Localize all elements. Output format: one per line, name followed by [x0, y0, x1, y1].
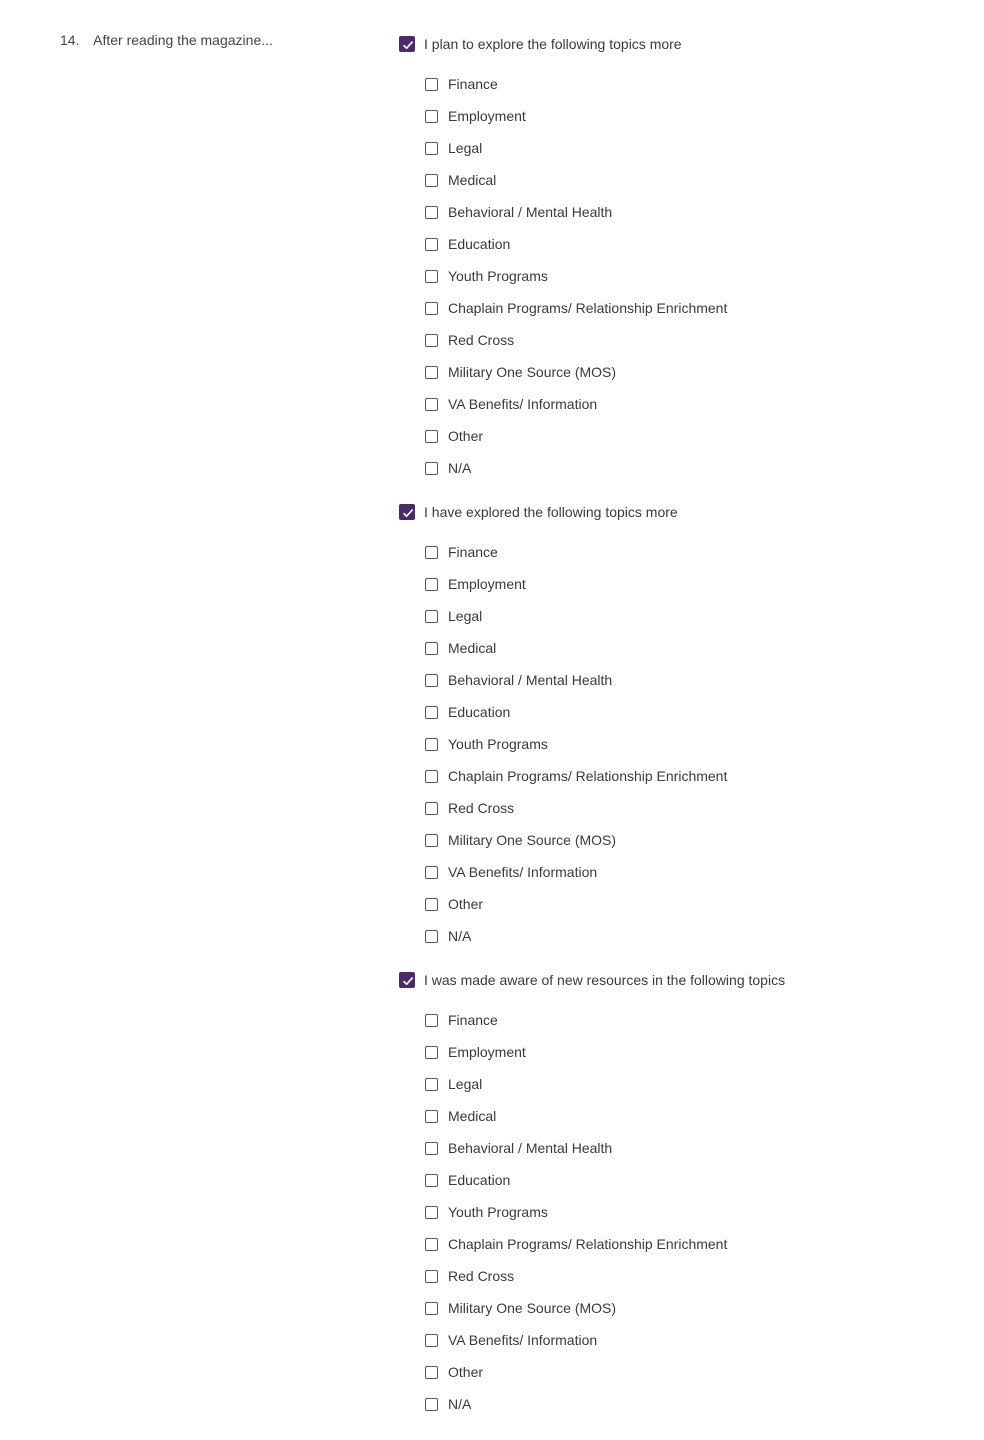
option-label: Legal: [448, 608, 483, 624]
option-row[interactable]: [399, 888, 959, 920]
option-checkbox[interactable]: [425, 1078, 438, 1091]
option-checkbox[interactable]: [425, 642, 438, 655]
group-checkbox-row[interactable]: [399, 504, 959, 520]
option-label: Other: [448, 428, 484, 444]
option-checkbox[interactable]: [425, 1110, 438, 1123]
option-checkbox[interactable]: [425, 1014, 438, 1027]
option-label: Finance: [448, 544, 498, 560]
option-label: Military One Source (MOS): [448, 364, 617, 380]
option-label: Youth Programs: [448, 268, 548, 284]
option-row[interactable]: [399, 536, 959, 568]
option-checkbox[interactable]: [425, 738, 438, 751]
option-label: Military One Source (MOS): [448, 832, 617, 848]
option-checkbox[interactable]: [425, 802, 438, 815]
option-checkbox[interactable]: [425, 1142, 438, 1155]
option-row[interactable]: [399, 196, 959, 228]
option-label: Behavioral / Mental Health: [448, 672, 613, 688]
option-row[interactable]: [399, 68, 959, 100]
option-label: Red Cross: [448, 332, 515, 348]
option-checkbox[interactable]: [425, 302, 438, 315]
option-checkbox[interactable]: [425, 866, 438, 879]
option-label: Red Cross: [448, 1268, 515, 1284]
option-row[interactable]: [399, 1100, 959, 1132]
option-row[interactable]: [399, 324, 959, 356]
option-label: Medical: [448, 172, 497, 188]
option-checkbox[interactable]: [425, 1366, 438, 1379]
option-row[interactable]: [399, 600, 959, 632]
option-row[interactable]: [399, 760, 959, 792]
option-label: VA Benefits/ Information: [448, 1332, 598, 1348]
option-label: N/A: [448, 1396, 472, 1412]
option-label: VA Benefits/ Information: [448, 864, 598, 880]
option-checkbox[interactable]: [425, 1398, 438, 1411]
option-row[interactable]: [399, 452, 959, 484]
option-checkbox[interactable]: [425, 834, 438, 847]
group-checkbox-row[interactable]: [399, 36, 959, 52]
option-label: Behavioral / Mental Health: [448, 204, 613, 220]
option-row[interactable]: [399, 568, 959, 600]
option-label: Employment: [448, 576, 526, 592]
option-checkbox[interactable]: [425, 206, 438, 219]
option-row[interactable]: [399, 792, 959, 824]
group-checkbox-row[interactable]: [399, 972, 959, 988]
option-group: [399, 36, 959, 504]
option-checkbox[interactable]: [425, 674, 438, 687]
option-row[interactable]: [399, 1324, 959, 1356]
group-label: I was made aware of new resources in the following topics: [424, 972, 786, 988]
option-row[interactable]: [399, 664, 959, 696]
option-row[interactable]: [399, 228, 959, 260]
option-label: Legal: [448, 1076, 483, 1092]
option-label: Employment: [448, 108, 526, 124]
option-checkbox[interactable]: [425, 610, 438, 623]
option-label: Chaplain Programs/ Relationship Enrichment: [448, 768, 728, 784]
option-checkbox[interactable]: [425, 1270, 438, 1283]
option-row[interactable]: [399, 728, 959, 760]
option-row[interactable]: [399, 1004, 959, 1036]
question-number: 14.: [60, 32, 80, 48]
option-checkbox[interactable]: [425, 578, 438, 591]
option-label: N/A: [448, 928, 472, 944]
option-checkbox[interactable]: [425, 770, 438, 783]
option-group: [399, 504, 959, 972]
option-row[interactable]: [399, 420, 959, 452]
option-label: Military One Source (MOS): [448, 1300, 617, 1316]
option-row[interactable]: [399, 632, 959, 664]
option-row[interactable]: [399, 164, 959, 196]
option-row[interactable]: [399, 100, 959, 132]
option-checkbox[interactable]: [425, 930, 438, 943]
option-checkbox[interactable]: [425, 78, 438, 91]
option-checkbox[interactable]: [425, 462, 438, 475]
option-checkbox[interactable]: [425, 238, 438, 251]
option-label: Finance: [448, 1012, 498, 1028]
option-label: Education: [448, 236, 511, 252]
group-checkbox[interactable]: [399, 972, 415, 988]
option-checkbox[interactable]: [425, 430, 438, 443]
option-row[interactable]: [399, 1132, 959, 1164]
option-label: N/A: [448, 460, 472, 476]
option-checkbox[interactable]: [425, 1206, 438, 1219]
option-row[interactable]: [399, 1228, 959, 1260]
option-checkbox[interactable]: [425, 1238, 438, 1251]
option-label: Medical: [448, 640, 497, 656]
question-text: After reading the magazine...: [93, 32, 273, 48]
option-label: Education: [448, 1172, 511, 1188]
option-checkbox[interactable]: [425, 142, 438, 155]
option-row[interactable]: [399, 1068, 959, 1100]
option-row[interactable]: [399, 824, 959, 856]
option-label: Youth Programs: [448, 736, 548, 752]
option-row[interactable]: [399, 856, 959, 888]
option-label: Chaplain Programs/ Relationship Enrichment: [448, 1236, 728, 1252]
question-prompt: [60, 32, 273, 48]
option-row[interactable]: [399, 388, 959, 420]
option-row[interactable]: [399, 260, 959, 292]
group-checkbox[interactable]: [399, 36, 415, 52]
group-checkbox[interactable]: [399, 504, 415, 520]
checkmark-icon: [401, 38, 415, 52]
option-label: Legal: [448, 140, 483, 156]
option-label: Finance: [448, 76, 498, 92]
option-row[interactable]: [399, 292, 959, 324]
option-row[interactable]: [399, 1260, 959, 1292]
option-row[interactable]: [399, 1356, 959, 1388]
option-checkbox[interactable]: [425, 1046, 438, 1059]
option-checkbox[interactable]: [425, 334, 438, 347]
option-row[interactable]: [399, 1292, 959, 1324]
option-checkbox[interactable]: [425, 1334, 438, 1347]
option-checkbox[interactable]: [425, 898, 438, 911]
option-row[interactable]: [399, 1388, 959, 1420]
option-row[interactable]: [399, 1164, 959, 1196]
option-row[interactable]: [399, 1196, 959, 1228]
checkmark-icon: [401, 974, 415, 988]
option-checkbox[interactable]: [425, 270, 438, 283]
option-row[interactable]: [399, 1036, 959, 1068]
option-checkbox[interactable]: [425, 1174, 438, 1187]
option-label: Employment: [448, 1044, 526, 1060]
option-checkbox[interactable]: [425, 706, 438, 719]
option-label: Other: [448, 1364, 484, 1380]
answer-groups: [399, 36, 959, 1440]
option-label: Red Cross: [448, 800, 515, 816]
option-label: Medical: [448, 1108, 497, 1124]
option-row[interactable]: [399, 696, 959, 728]
option-row[interactable]: [399, 132, 959, 164]
option-checkbox[interactable]: [425, 398, 438, 411]
option-label: Behavioral / Mental Health: [448, 1140, 613, 1156]
option-label: VA Benefits/ Information: [448, 396, 598, 412]
option-group: [399, 972, 959, 1440]
option-label: Education: [448, 704, 511, 720]
group-label: I plan to explore the following topics more: [424, 36, 682, 52]
option-checkbox[interactable]: [425, 174, 438, 187]
option-checkbox[interactable]: [425, 366, 438, 379]
option-checkbox[interactable]: [425, 110, 438, 123]
option-row[interactable]: [399, 920, 959, 952]
option-checkbox[interactable]: [425, 1302, 438, 1315]
option-checkbox[interactable]: [425, 546, 438, 559]
option-row[interactable]: [399, 356, 959, 388]
checkmark-icon: [401, 506, 415, 520]
option-label: Chaplain Programs/ Relationship Enrichment: [448, 300, 728, 316]
option-label: Other: [448, 896, 484, 912]
group-label: I have explored the following topics more: [424, 504, 678, 520]
option-label: Youth Programs: [448, 1204, 548, 1220]
